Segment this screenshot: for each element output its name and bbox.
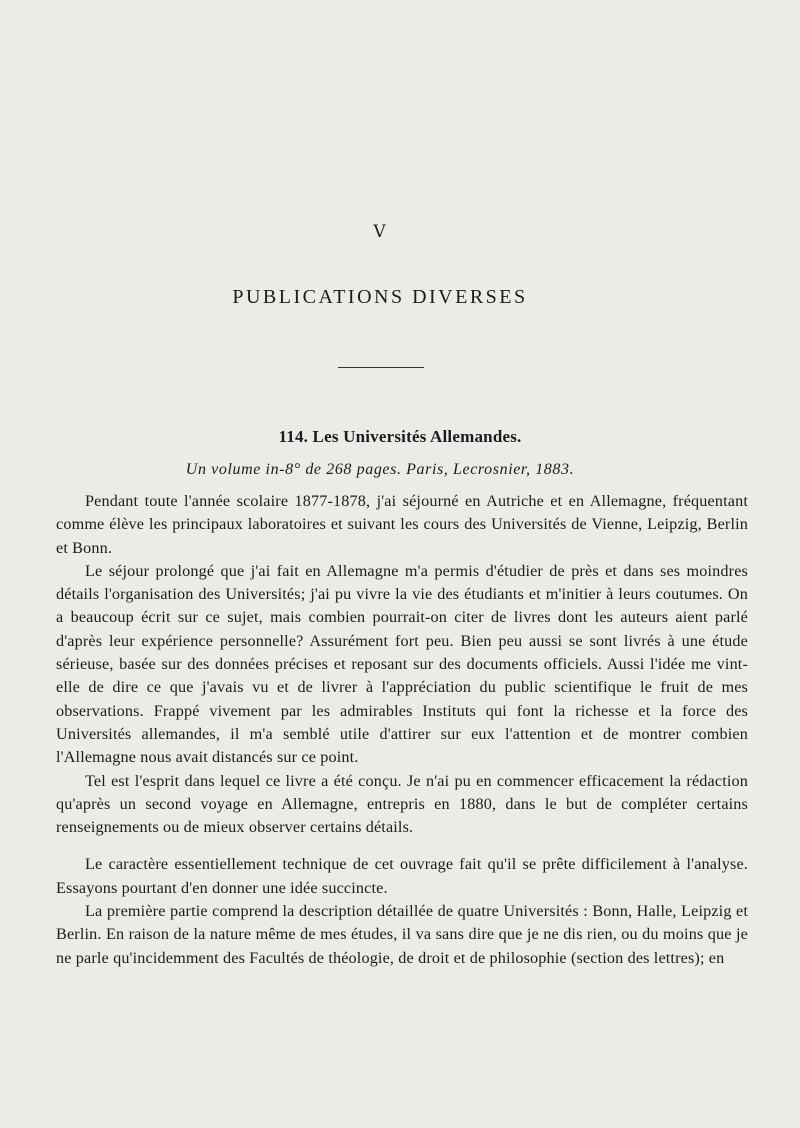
paragraph: Le caractère essentiellement technique de cet ouvrage fait qu'il se prête difficilement à l'analyse. Essayons pourtant d'en donner une idée succincte.	[56, 855, 748, 897]
body-text	[56, 490, 748, 970]
title-divider	[338, 367, 424, 368]
paragraph: Pendant toute l'année scolaire 1877-1878, j'ai séjourné en Autriche et en Allemagne, fréquentant comme élève les principaux laboratoires et suivant les cours des Universités de Vienne, Leipzig, Berlin et Bonn.	[56, 492, 748, 557]
entry-bibliographic-line: Un volume in-8° de 268 pages. Paris, Lecrosnier, 1883.	[185, 461, 575, 478]
section-numeral: V	[373, 222, 387, 242]
paragraph: La première partie comprend la description détaillée de quatre Universités : Bonn, Halle, Leipzig et Berlin. En raison de la nature même de mes études, il va sans dire que je ne dis rien, ou du moins que je ne parle qu'incidemment des Facultés de théologie, de droit et de philosophie (section des lettres); en	[56, 902, 748, 967]
paragraph: Le séjour prolongé que j'ai fait en Allemagne m'a permis d'étudier de près et dans ses moindres détails l'organisation des Universités; j'ai pu vivre la vie des étudiants et m'initier à leurs coutumes. On a beaucoup écrit sur ce sujet, mais combien pourrait-on citer de livres dont les auteurs aient parlé d'après leur expérience personnelle? Assurément fort peu. Bien peu aussi se sont livrés à une étude sérieuse, basée sur des données précises et reposant sur des documents officiels. Aussi l'idée me vint-elle de dire ce que j'avais vu et de livrer à l'appréciation du public scientifique le fruit de mes observations. Frappé vivement par les admirables Instituts qui font la richesse et la force des Universités allemandes, il m'a semblé utile d'attirer sur eux l'attention et de montrer combien l'Allemagne nous avait distancés sur ce point.	[56, 561, 748, 767]
entry-heading: 114. Les Universités Allemandes.	[278, 427, 522, 446]
paragraph: Tel est l'esprit dans lequel ce livre a été conçu. Je n'ai pu en commencer efficacement la rédaction qu'après un second voyage en Allemagne, entrepris en 1880, dans le but de compléter certains renseignements ou de mieux observer certains détails.	[56, 771, 748, 837]
section-title: PUBLICATIONS DIVERSES	[232, 286, 528, 308]
